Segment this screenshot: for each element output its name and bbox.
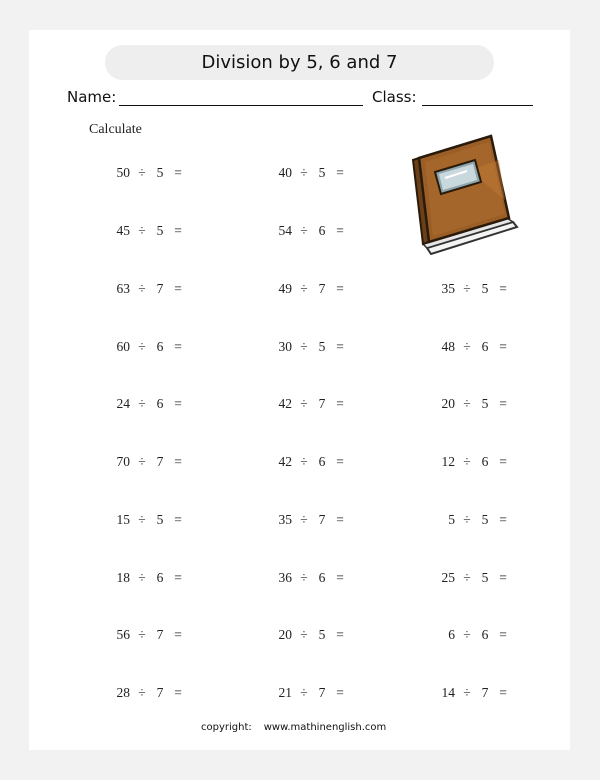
divisor: 5 xyxy=(481,281,489,296)
divisor: 6 xyxy=(481,339,489,354)
division-sign: ÷ xyxy=(463,627,471,642)
equals-sign: = xyxy=(174,281,182,296)
equals-sign: = xyxy=(174,627,182,642)
division-problem xyxy=(433,454,515,474)
dividend: 35 xyxy=(441,281,455,296)
equals-sign: = xyxy=(499,396,507,411)
equals-sign: = xyxy=(499,339,507,354)
dividend: 36 xyxy=(278,570,292,585)
worksheet xyxy=(29,30,570,750)
division-problem xyxy=(270,685,352,705)
division-problem xyxy=(270,627,352,647)
copyright-label: copyright: xyxy=(201,722,252,733)
equals-sign: = xyxy=(174,685,182,700)
division-sign: ÷ xyxy=(138,512,146,527)
dividend: 60 xyxy=(116,339,130,354)
equals-sign: = xyxy=(336,454,344,469)
equals-sign: = xyxy=(174,165,182,180)
equals-sign: = xyxy=(336,165,344,180)
name-label: Name: xyxy=(67,88,117,106)
dividend: 5 xyxy=(448,512,455,527)
division-problem xyxy=(108,339,190,359)
dividend: 70 xyxy=(116,454,130,469)
equals-sign: = xyxy=(336,396,344,411)
division-problem xyxy=(108,570,190,590)
equals-sign: = xyxy=(174,570,182,585)
division-problem xyxy=(433,570,515,590)
instruction: Calculate xyxy=(89,122,142,137)
division-sign: ÷ xyxy=(300,512,308,527)
division-sign: ÷ xyxy=(463,396,471,411)
dividend: 50 xyxy=(116,165,130,180)
dividend: 20 xyxy=(441,396,455,411)
division-sign: ÷ xyxy=(463,512,471,527)
copyright-footer xyxy=(201,722,386,733)
dividend: 6 xyxy=(448,627,455,642)
equals-sign: = xyxy=(174,396,182,411)
equals-sign: = xyxy=(336,223,344,238)
division-problem xyxy=(108,454,190,474)
equals-sign: = xyxy=(499,454,507,469)
divisor: 5 xyxy=(318,339,326,354)
division-sign: ÷ xyxy=(300,454,308,469)
website-link[interactable]: www.mathinenglish.com xyxy=(263,722,387,733)
division-problem xyxy=(270,339,352,359)
division-sign: ÷ xyxy=(138,685,146,700)
division-sign: ÷ xyxy=(300,685,308,700)
division-sign: ÷ xyxy=(138,396,146,411)
division-problem xyxy=(270,454,352,474)
division-sign: ÷ xyxy=(463,454,471,469)
divisor: 7 xyxy=(318,512,326,527)
dividend: 48 xyxy=(441,339,455,354)
equals-sign: = xyxy=(336,627,344,642)
divisor: 7 xyxy=(318,281,326,296)
divisor: 5 xyxy=(481,570,489,585)
dividend: 40 xyxy=(278,165,292,180)
dividend: 28 xyxy=(116,685,130,700)
equals-sign: = xyxy=(174,223,182,238)
division-sign: ÷ xyxy=(300,165,308,180)
division-sign: ÷ xyxy=(300,339,308,354)
divisor: 7 xyxy=(156,685,164,700)
division-sign: ÷ xyxy=(463,281,471,296)
division-problem xyxy=(108,512,190,532)
dividend: 45 xyxy=(116,223,130,238)
division-problem xyxy=(108,281,190,301)
division-problem xyxy=(270,396,352,416)
divisor: 7 xyxy=(481,685,489,700)
divisor: 5 xyxy=(481,396,489,411)
division-sign: ÷ xyxy=(138,165,146,180)
divisor: 7 xyxy=(156,281,164,296)
division-sign: ÷ xyxy=(463,570,471,585)
division-problem xyxy=(433,627,515,647)
division-sign: ÷ xyxy=(138,281,146,296)
division-sign: ÷ xyxy=(300,281,308,296)
divisor: 7 xyxy=(156,454,164,469)
equals-sign: = xyxy=(336,512,344,527)
equals-sign: = xyxy=(499,281,507,296)
dividend: 56 xyxy=(116,627,130,642)
division-sign: ÷ xyxy=(138,454,146,469)
equals-sign: = xyxy=(499,570,507,585)
division-problem xyxy=(433,339,515,359)
division-sign: ÷ xyxy=(300,570,308,585)
division-problem xyxy=(108,223,190,243)
worksheet-title: Division by 5, 6 and 7 xyxy=(105,45,494,80)
book-icon xyxy=(409,130,519,265)
division-sign: ÷ xyxy=(463,685,471,700)
equals-sign: = xyxy=(174,454,182,469)
dividend: 42 xyxy=(278,396,292,411)
division-problem xyxy=(270,223,352,243)
divisor: 6 xyxy=(318,454,326,469)
equals-sign: = xyxy=(336,685,344,700)
dividend: 14 xyxy=(441,685,455,700)
division-problem xyxy=(433,396,515,416)
divisor: 6 xyxy=(156,570,164,585)
divisor: 6 xyxy=(318,570,326,585)
class-label: Class: xyxy=(372,88,417,106)
equals-sign: = xyxy=(499,685,507,700)
dividend: 20 xyxy=(278,627,292,642)
equals-sign: = xyxy=(336,570,344,585)
divisor: 7 xyxy=(318,685,326,700)
dividend: 49 xyxy=(278,281,292,296)
divisor: 6 xyxy=(318,223,326,238)
division-problem xyxy=(433,281,515,301)
equals-sign: = xyxy=(499,512,507,527)
division-problem xyxy=(108,165,190,185)
divisor: 5 xyxy=(481,512,489,527)
dividend: 35 xyxy=(278,512,292,527)
dividend: 25 xyxy=(441,570,455,585)
equals-sign: = xyxy=(336,281,344,296)
dividend: 21 xyxy=(278,685,292,700)
divisor: 5 xyxy=(156,512,164,527)
division-sign: ÷ xyxy=(138,627,146,642)
division-problem xyxy=(108,627,190,647)
division-sign: ÷ xyxy=(300,396,308,411)
divisor: 5 xyxy=(318,165,326,180)
division-problem xyxy=(270,512,352,532)
dividend: 30 xyxy=(278,339,292,354)
divisor: 7 xyxy=(156,627,164,642)
division-problem xyxy=(433,685,515,705)
division-sign: ÷ xyxy=(300,223,308,238)
equals-sign: = xyxy=(174,512,182,527)
divisor: 6 xyxy=(156,396,164,411)
equals-sign: = xyxy=(174,339,182,354)
division-problem xyxy=(433,512,515,532)
division-problem xyxy=(270,570,352,590)
division-sign: ÷ xyxy=(463,339,471,354)
dividend: 42 xyxy=(278,454,292,469)
equals-sign: = xyxy=(499,627,507,642)
division-sign: ÷ xyxy=(138,570,146,585)
dividend: 24 xyxy=(116,396,130,411)
division-problem xyxy=(108,685,190,705)
dividend: 63 xyxy=(116,281,130,296)
division-sign: ÷ xyxy=(138,339,146,354)
division-sign: ÷ xyxy=(138,223,146,238)
dividend: 18 xyxy=(116,570,130,585)
divisor: 5 xyxy=(156,165,164,180)
divisor: 7 xyxy=(318,396,326,411)
divisor: 5 xyxy=(156,223,164,238)
division-problem xyxy=(270,165,352,185)
divisor: 6 xyxy=(156,339,164,354)
division-problem xyxy=(270,281,352,301)
division-problem xyxy=(108,396,190,416)
divisor: 6 xyxy=(481,627,489,642)
equals-sign: = xyxy=(336,339,344,354)
division-sign: ÷ xyxy=(300,627,308,642)
dividend: 15 xyxy=(116,512,130,527)
dividend: 54 xyxy=(278,223,292,238)
divisor: 5 xyxy=(318,627,326,642)
dividend: 12 xyxy=(441,454,455,469)
divisor: 6 xyxy=(481,454,489,469)
